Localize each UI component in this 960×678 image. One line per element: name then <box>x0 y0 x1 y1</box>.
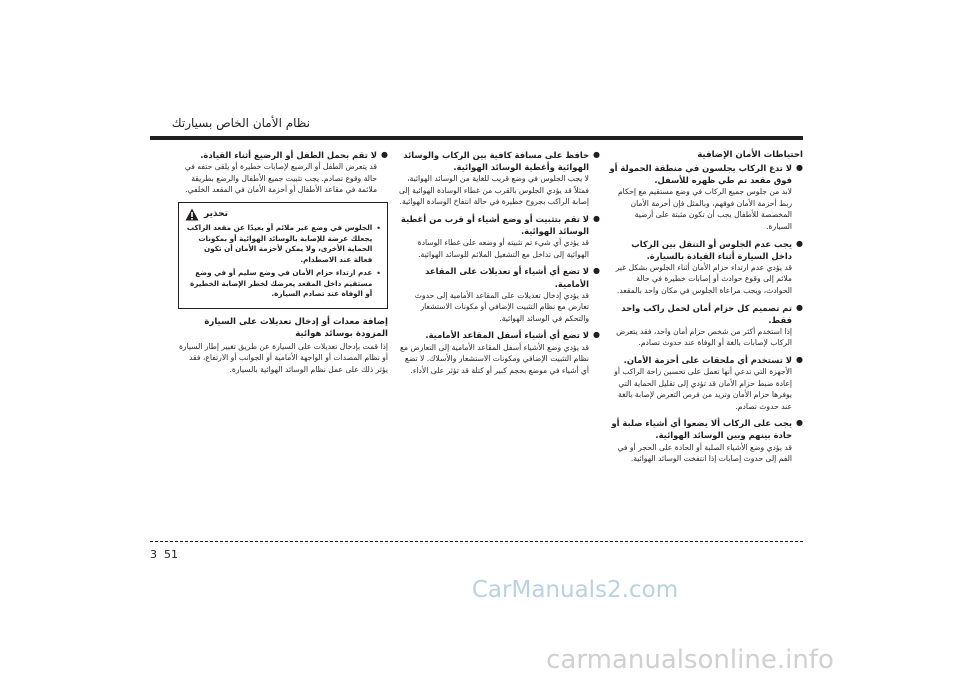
warning-item <box>185 223 381 265</box>
item-lead: لا تضع أي أشياء أو تعديلات على المقاعد الأمامية. <box>425 266 590 289</box>
item-text: قد يؤدي أي شيء تم تثبيته أو وضعه على غطاء الوسادة الهوائية إلى تداخل مع التشغيل الملائم للوسائد الهوائية. <box>417 238 590 259</box>
list-item <box>608 354 803 414</box>
item-lead: حافظ على مسافة كافية بين الركاب والوسائد الهوائية وأغطية الوسائد الهوائية. <box>403 150 590 173</box>
list-item <box>608 417 803 466</box>
bullet-icon: ● <box>593 150 600 159</box>
warning-triangle-icon <box>185 208 199 221</box>
item-lead: لا تقم بتثبيت أو وضع أشياء أو قرب من أغطية الوسائد الهوائية. <box>400 213 590 237</box>
warning-title: تحذير <box>204 208 229 219</box>
page-header-title: نظام الأمان الخاص بسيارتك <box>171 116 310 130</box>
item-lead: لا تقم بحمل الطفل أو الرضيع أثناء القيادة. <box>200 150 378 160</box>
item-text: إذا استخدم أكثر من شخص حزام أمان واحد، فقد يتعرض الركاب لإصابات بالغة أو الوفاة عند حدوث تصادم. <box>616 326 793 348</box>
watermark-primary: CarManuals2.com <box>471 577 679 603</box>
bullet-icon: ● <box>593 266 600 276</box>
bullet-icon: ● <box>796 238 803 248</box>
middle-column <box>395 149 600 381</box>
list-item <box>178 149 388 198</box>
list-item <box>395 265 600 326</box>
list-item <box>395 213 600 262</box>
bullet-icon: ● <box>593 330 600 340</box>
item-lead: يجب على الركاب ألا يضعوا أي أشياء صلبة أو حادة بينهم وبين الوسائد الهوائية. <box>611 418 793 441</box>
warning-text: عدم ارتداء حزام الأمان في وضع سليم أو في وضع مستقيم داخل المقعد يعرضك لخطر الإصابة الخطيرة أو الوفاة عند تصادم السيارة. <box>189 268 373 299</box>
bullet-icon: • <box>376 224 381 234</box>
bullet-icon: ● <box>381 150 388 159</box>
left-column <box>178 149 388 377</box>
right-column <box>608 149 803 470</box>
section-heading: إضافة معدات أو إدخال تعديلات على السيارة المزودة بوسائد هوائية <box>204 316 388 339</box>
watermark-secondary: carmanualsonline.info <box>546 645 834 675</box>
warning-item <box>185 268 381 299</box>
bullet-icon: ● <box>593 213 600 223</box>
list-item <box>395 329 600 378</box>
bullet-icon: • <box>376 269 381 279</box>
item-lead: لا تستخدم أي ملحقات على أحزمة الأمان. <box>623 354 793 365</box>
list-item <box>608 302 803 351</box>
warning-text: الجلوس في وضع غير ملائم أو بعيدًا عن مقعد الراكب يجعلك عرضة للإصابة بالوسائد الهوائية أو بمكونات الحماية الأخرى، ولا يمكن لأحزمة الأمان أن تكون فعالة عند الاصطدام. <box>186 223 373 264</box>
item-text: لابد من جلوس جميع الركاب في وضع مستقيم مع إحكام ربط أحزمة الأمان فوقهم، وبالمثل فإن أحزمة الأمان المخصصة للأطفال يجب أن تكون مثبتة على أرضية السيارة. <box>617 187 793 231</box>
item-text: الأجهزة التي تدعي أنها تعمل على تحسين راحة الراكب أو إعادة ضبط حزام الأمان قد تؤدي إلى تقليل الحماية التي يوفرها حزام الأمان وتزيد من فرص التعرض لإصابة بالغة عند حدوث تصادم. <box>614 367 793 411</box>
warning-box <box>178 202 388 309</box>
item-text: قد يؤدي وضع الأشياء الصلبة أو الحادة على الحجر أو في الفم إلى حدوث إصابات إذا انتفخت الوسائد الهوائية. <box>617 442 793 464</box>
item-lead: لا تضع أي أشياء أسفل المقاعد الأمامية. <box>425 330 590 341</box>
section-text: إذا قمت بإدخال تعديلات على السيارة عن طريق تغيير إطار السيارة أو نظام المصدات أو الواجهة الأمامية أو الجوانب أو الارتفاع، فقد يؤثر ذلك على عمل نظام الوسائد الهوائية بالسيارة. <box>178 341 388 374</box>
item-text: لا يجب الجلوس في وضع قريب للغاية من الوسائد الهوائية، فمثلاً قد يؤدي الجلوس بالقرب من غطاء الوسادة الهوائية إلى إصابة الراكب بجروح خطيرة في حالة انتفاخ الوسادة الهوائية. <box>399 174 590 207</box>
header-rule <box>150 136 803 140</box>
list-item <box>608 162 803 235</box>
list-item <box>608 238 803 299</box>
bullet-icon: ● <box>796 418 803 428</box>
bullet-icon: ● <box>796 354 803 364</box>
bullet-icon: ● <box>796 302 803 312</box>
item-lead: لا تدع الركاب يجلسون في منطقة الحمولة أو فوق مقعد تم طي ظهره للأسفل. <box>609 163 793 186</box>
item-text: قد يؤدي إدخال تعديلات على المقاعد الأمامية إلى حدوث تعارض مع نظام التثبيت الإضافي أو مكونات الاستشعار والتحكم في الوسائد الهوائية. <box>414 290 590 323</box>
section-heading: احتياطات الأمان الإضافية <box>697 150 803 160</box>
footer-rule <box>150 541 803 542</box>
item-lead: تم تصميم كل حزام أمان لحمل راكب واحد فقط. <box>621 302 793 325</box>
bullet-icon: ● <box>796 163 803 173</box>
warning-header <box>185 208 381 222</box>
page-number-value: 51 <box>164 548 178 561</box>
item-lead: يجب عدم الجلوس أو التنقل بين الركاب داخل السيارة أثناء القيادة بالسيارة. <box>631 238 793 261</box>
item-text: قد يتعرض الطفل أو الرضيع لإصابات خطيرة أو يلقى حتفه في حالة وقوع تصادم. يجب تثبيت جميع الأطفال والرضع بطريقة ملائمة في مقاعد الأطفال أو أحزمة الأمان في المقعد الخلفي. <box>184 162 378 195</box>
page-section-number: 3 <box>150 548 157 561</box>
list-item <box>395 149 600 210</box>
page-number <box>150 548 178 561</box>
item-text: قد يؤدي عدم ارتداء حزام الأمان أثناء الجلوس بشكل غير ملائم إلى وقوع حوادث أو إصابات خطيرة في حالة الحوادث، ويجب مراعاة الجلوس في مكان واحد بالمقعد. <box>615 262 793 295</box>
item-text: قد يؤدي وضع الأشياء أسفل المقاعد الأمامية إلى التعارض مع نظام التثبيت الإضافي ومكونات الاستشعار والأسلاك. لا تضع أي أشياء في موضع بحجم كبير أو كتلة قد تؤثر على الأداء. <box>399 342 590 375</box>
